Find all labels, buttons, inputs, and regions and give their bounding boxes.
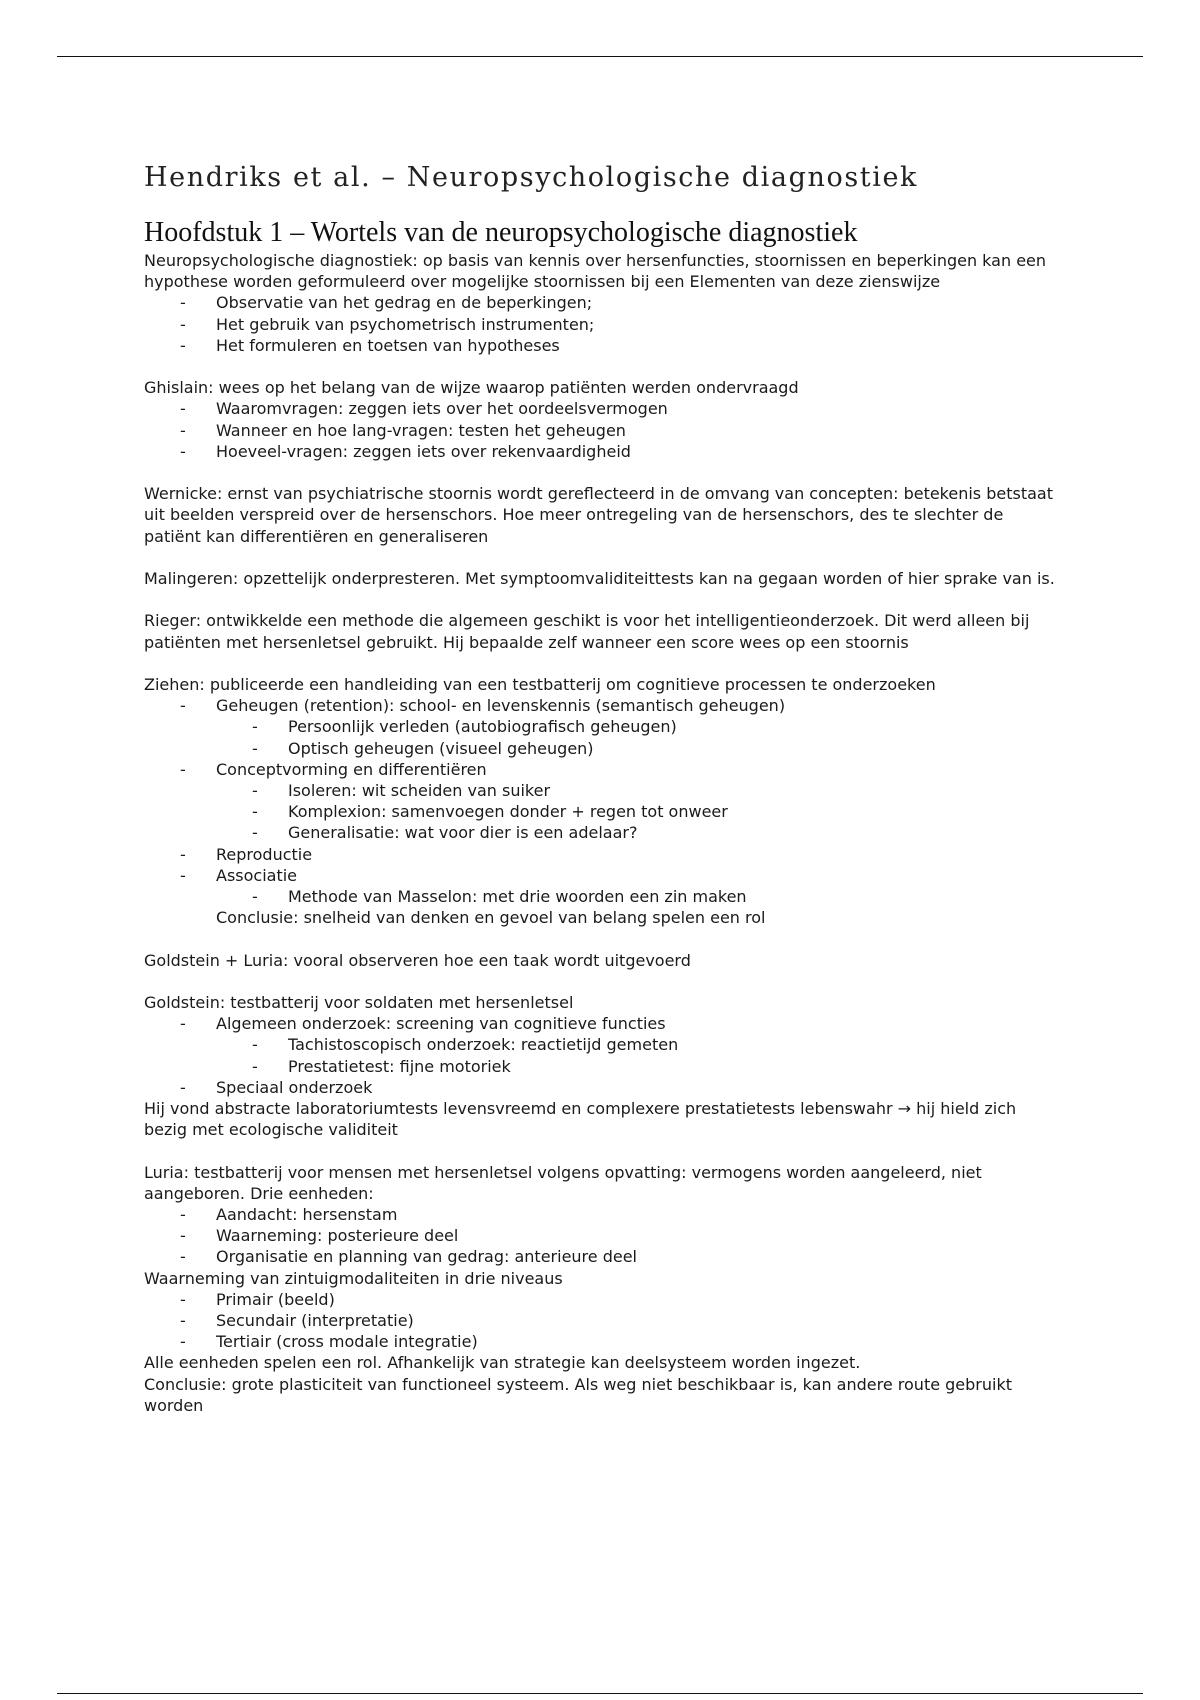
sub-list xyxy=(216,1034,1064,1076)
sub-list-item: - Generalisatie: wat voor dier is een adelaar? xyxy=(216,822,1064,843)
sub-list-item: - Komplexion: samenvoegen donder + regen tot onweer xyxy=(216,801,1064,822)
luria-levels-list xyxy=(144,1289,1064,1353)
document-title: Hendriks et al. – Neuropsychologische diagnostiek xyxy=(144,162,919,193)
list-item: - Tertiair (cross modale integratie) xyxy=(144,1331,1064,1352)
list-item: - Hoeveel-vragen: zeggen iets over rekenvaardigheid xyxy=(144,441,1064,462)
sub-list xyxy=(216,716,1064,758)
list-item-text: Geheugen (retention): school- en levenskennis (semantisch geheugen) xyxy=(216,696,786,716)
goldstein-paragraph: Goldstein: testbatterij voor soldaten met hersenletsel xyxy=(144,993,574,1012)
ziehen-conclusion: Conclusie: snelheid van denken en gevoel van belang spelen een rol xyxy=(216,908,766,928)
ghislain-paragraph: Ghislain: wees op het belang van de wijze waarop patiënten werden ondervraagd xyxy=(144,378,799,398)
rieger-paragraph: Rieger: ontwikkelde een methode die algemeen geschikt is voor het intelligentieonderzoek. Dit werd alleen bij patiënten met hersenletsel gebruikt. Hij bepaalde zelf wanneer een score wees op een stoornis xyxy=(144,611,1030,652)
sub-list xyxy=(216,780,1064,844)
intro-paragraph: Neuropsychologische diagnostiek: op basis van kennis over hersenfuncties, stoornissen en beperkingen kan een hypothese worden geformuleerd over mogelijke stoornissen bij een Elementen van deze zienswijze xyxy=(144,251,1047,292)
list-item: - Aandacht: hersenstam xyxy=(144,1204,1064,1225)
sub-list-item: - Methode van Masselon: met drie woorden een zin maken xyxy=(216,886,1064,907)
list-item xyxy=(144,1013,1064,1077)
list-item: - Primair (beeld) xyxy=(144,1289,1064,1310)
luria-paragraph: Luria: testbatterij voor mensen met hersenletsel volgens opvatting: vermogens worden aangeleerd, niet aangeboren. Drie eenheden: xyxy=(144,1162,982,1203)
list-item-text: Algemeen onderzoek: screening van cognitieve functies xyxy=(216,1014,666,1034)
goldstein-list xyxy=(144,1013,1064,1098)
list-item-text: Conceptvorming en differentiëren xyxy=(216,759,487,779)
luria-units-paragraph: Alle eenheden spelen een rol. Afhankelijk van strategie kan deelsysteem worden ingezet. xyxy=(144,1353,861,1373)
sub-list xyxy=(216,886,1064,907)
list-item: - Reproductie xyxy=(144,844,1064,865)
list-item: - Het gebruik van psychometrisch instrumenten; xyxy=(144,314,1064,335)
sub-list-item: - Persoonlijk verleden (autobiografisch geheugen) xyxy=(216,716,1064,737)
top-rule xyxy=(57,56,1143,57)
wernicke-paragraph: Wernicke: ernst van psychiatrische stoornis wordt gereflecteerd in de omvang van concepten: betekenis betstaat uit beelden verspreid over de hersenschors. Hoe meer ontregeling van de hersenschors, des te slechter de patiënt kan differentiëren en generaliseren xyxy=(144,484,1053,546)
list-item: - Waarneming: posterieure deel xyxy=(144,1225,1064,1246)
intro-list xyxy=(144,292,1064,356)
list-item: - Organisatie en planning van gedrag: anterieure deel xyxy=(144,1246,1064,1267)
ziehen-list xyxy=(144,695,1064,907)
luria-perception-paragraph: Waarneming van zintuigmodaliteiten in drie niveaus xyxy=(144,1268,563,1288)
goldstein-luria-paragraph: Goldstein + Luria: vooral observeren hoe een taak wordt uitgevoerd xyxy=(144,950,691,970)
chapter-heading: Hoofdstuk 1 – Wortels van de neuropsychologische diagnostiek xyxy=(144,217,858,248)
list-item: - Speciaal onderzoek xyxy=(144,1077,1064,1098)
list-item xyxy=(144,759,1064,844)
malingeren-paragraph: Malingeren: opzettelijk onderpresteren. Met symptoomvaliditeittests kan na gegaan worden of hier sprake van is. xyxy=(144,569,1055,588)
list-item: - Observatie van het gedrag en de beperkingen; xyxy=(144,292,1064,313)
list-item-text: Associatie xyxy=(216,865,298,885)
luria-conclusion-paragraph: Conclusie: grote plasticiteit van functioneel systeem. Als weg niet beschikbaar is, kan andere route gebruikt worden xyxy=(144,1374,1012,1415)
list-item xyxy=(144,865,1064,907)
list-item xyxy=(144,695,1064,759)
ziehen-paragraph: Ziehen: publiceerde een handleiding van een testbatterij om cognitieve processen te onderzoeken xyxy=(144,674,936,694)
ghislain-list xyxy=(144,398,1064,462)
list-item: - Waaromvragen: zeggen iets over het oordeelsvermogen xyxy=(144,398,1064,419)
bottom-rule xyxy=(57,1693,1143,1694)
sub-list-item: - Tachistoscopisch onderzoek: reactietijd gemeten xyxy=(216,1034,1064,1055)
sub-list-item: - Isoleren: wit scheiden van suiker xyxy=(216,780,1064,801)
goldstein-after-paragraph: Hij vond abstracte laboratoriumtests levensvreemd en complexere prestatietests lebenswahr → hij hield zich bezig met ecologische validiteit xyxy=(144,1099,1017,1140)
list-item: - Secundair (interpretatie) xyxy=(144,1310,1064,1331)
luria-units-list xyxy=(144,1204,1064,1268)
list-item: - Wanneer en hoe lang-vragen: testen het geheugen xyxy=(144,420,1064,441)
sub-list-item: - Optisch geheugen (visueel geheugen) xyxy=(216,738,1064,759)
document-body xyxy=(144,160,1064,1416)
sub-list-item: - Prestatietest: fijne motoriek xyxy=(216,1056,1064,1077)
list-item: - Het formuleren en toetsen van hypotheses xyxy=(144,335,1064,356)
